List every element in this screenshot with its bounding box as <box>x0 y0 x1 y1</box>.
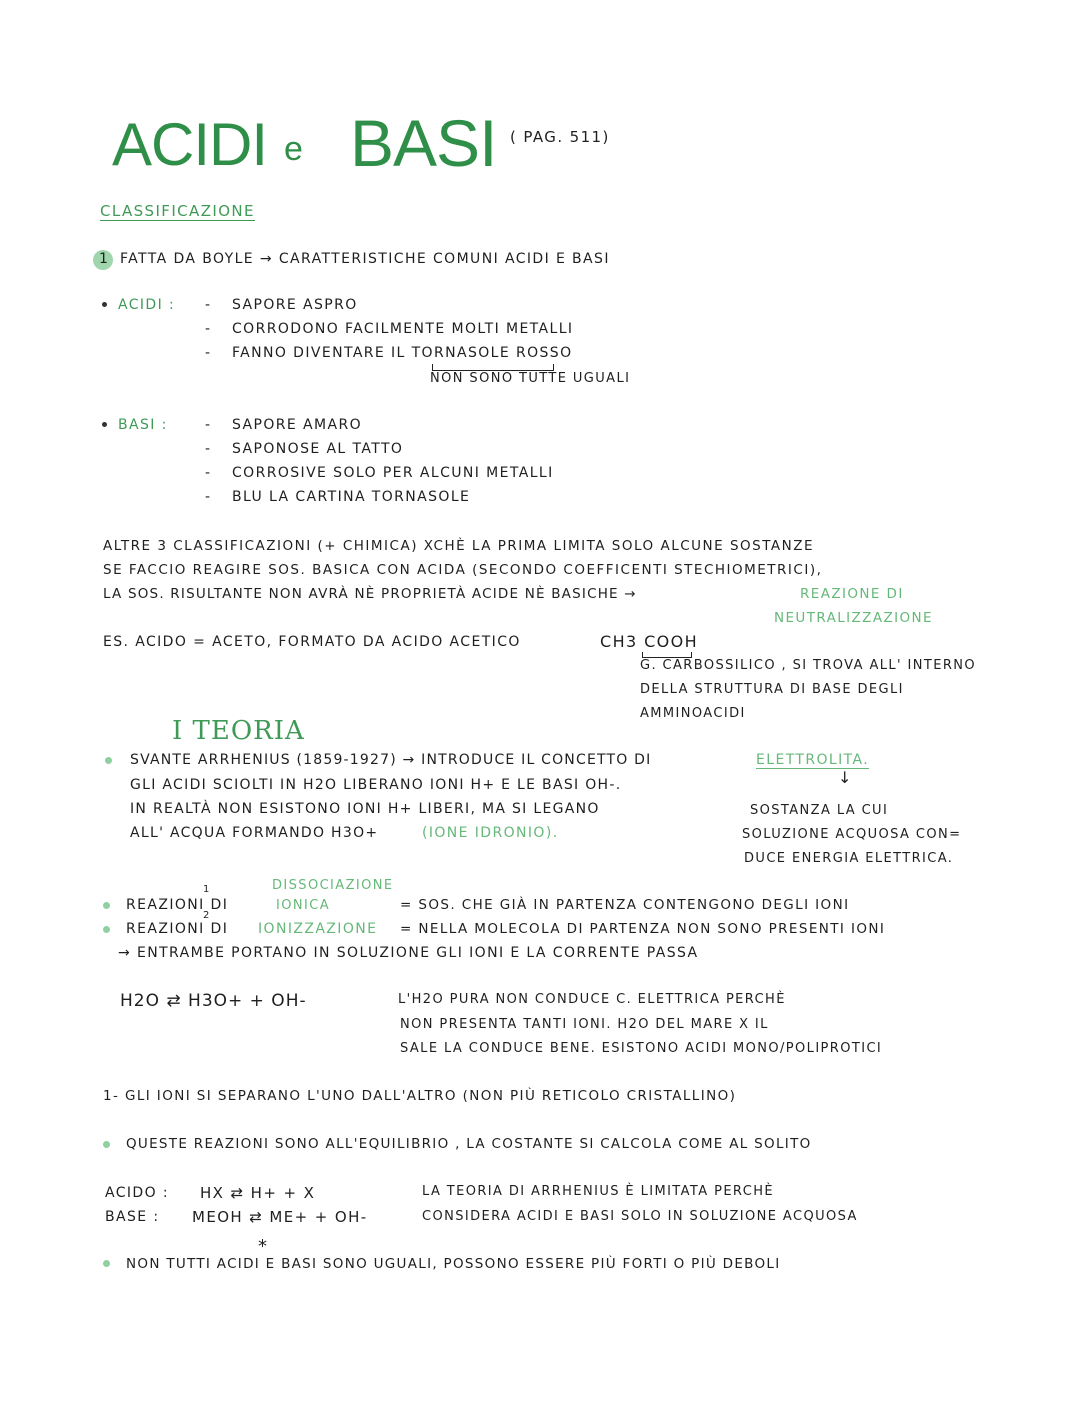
elettrolita-def-3: DUCE ENERGIA ELETTRICA. <box>744 851 954 866</box>
limite-note-2: CONSIDERA ACIDI E BASI SOLO IN SOLUZIONE ACQUOSA <box>422 1209 858 1224</box>
acido-label: ACIDO : <box>105 1185 170 1201</box>
basi-item-4: BLU LA CARTINA TORNASOLE <box>232 489 471 505</box>
teoria-line-4: ALL' ACQUA FORMANDO H3O+ <box>130 825 379 841</box>
title-basi: BASI <box>350 106 497 180</box>
basi-dash-2: - <box>205 441 212 457</box>
basi-label: BASI : <box>118 417 168 433</box>
tornasole-bracket <box>432 364 554 371</box>
acidi-label: ACIDI : <box>118 297 176 313</box>
ionizzazione-term: IONIZZAZIONE <box>258 921 378 937</box>
elettrolita-def-2: SOLUZIONE ACQUOSA CON= <box>742 827 962 842</box>
idronio-term: (IONE IDRONIO). <box>422 825 559 841</box>
bullet-dot <box>103 902 110 909</box>
acidi-item-1: SAPORE ASPRO <box>232 297 358 313</box>
base-formula: MEOH ⇄ ME+ + OH- <box>192 1208 368 1226</box>
teoria-heading: I TEORIA <box>172 716 305 746</box>
acidi-dash-1: - <box>205 297 212 313</box>
esempio-note-1: G. CARBOSSILICO , SI TROVA ALL' INTERNO <box>640 658 977 673</box>
acidi-dash-3: - <box>205 345 212 361</box>
bullet-dot <box>102 422 107 427</box>
limite-note-1: LA TEORIA DI ARRHENIUS È LIMITATA PERCHÈ <box>422 1184 774 1199</box>
acqua-equation: H2O ⇄ H3O+ + OH- <box>120 991 307 1011</box>
finale-line: NON TUTTI ACIDI E BASI SONO UGUALI, POSSONO ESSERE PIÙ FORTI O PIÙ DEBOLI <box>126 1256 781 1272</box>
base-label: BASE : <box>105 1209 160 1225</box>
neutralizzazione-1: REAZIONE DI <box>800 586 904 602</box>
title-acidi: ACIDI <box>112 111 268 178</box>
acido-formula: HX ⇄ H+ + X <box>200 1184 316 1202</box>
acqua-note-1: L'H2O PURA NON CONDUCE C. ELETTRICA PERCHÈ <box>398 992 786 1007</box>
basi-dash-3: - <box>205 465 212 481</box>
title-e: e <box>284 130 303 168</box>
acidi-dash-2: - <box>205 321 212 337</box>
esempio-line: ES. ACIDO = ACETO, FORMATO DA ACIDO ACETICO <box>103 634 521 650</box>
altre-line-1: ALTRE 3 CLASSIFICAZIONI (+ CHIMICA) XCHÈ LA PRIMA LIMITA SOLO ALCUNE SOSTANZE <box>103 538 815 554</box>
teoria-line-3: IN REALTÀ NON ESISTONO IONI H+ LIBERI, MA SI LEGANO <box>130 801 600 817</box>
acidi-note: NON SONO TUTTE UGUALI <box>430 371 631 386</box>
title-page-ref: ( PAG. 511) <box>510 128 610 146</box>
acidi-item-2: CORRODONO FACILMENTE MOLTI METALLI <box>232 321 574 337</box>
elettrolita-def-1: SOSTANZA LA CUI <box>750 803 889 818</box>
boyle-line: FATTA DA BOYLE → CARATTERISTICHE COMUNI ACIDI E BASI <box>120 251 610 267</box>
reazioni-2: REAZIONI DI <box>126 921 229 937</box>
reazioni-2-def: = NELLA MOLECOLA DI PARTENZA NON SONO PRESENTI IONI <box>400 921 886 937</box>
esempio-note-2: DELLA STRUTTURA DI BASE DEGLI <box>640 682 904 697</box>
altre-line-3: LA SOS. RISULTANTE NON AVRÀ NÈ PROPRIETÀ ACIDE NÈ BASICHE → <box>103 586 637 602</box>
arrow-down-icon: ↓ <box>838 768 852 787</box>
esempio-note-3: AMMINOACIDI <box>640 706 746 721</box>
badge-number: 1 <box>99 251 110 267</box>
basi-dash-1: - <box>205 417 212 433</box>
bullet-dot <box>105 757 112 764</box>
basi-dash-4: - <box>205 489 212 505</box>
superscript-1: 1 <box>203 884 211 895</box>
teoria-line-2: GLI ACIDI SCIOLTI IN H2O LIBERANO IONI H+ E LE BASI OH-. <box>130 777 622 793</box>
ioni-line: 1- GLI IONI SI SEPARANO L'UNO DALL'ALTRO (NON PIÙ RETICOLO CRISTALLINO) <box>103 1088 737 1104</box>
basi-item-1: SAPORE AMARO <box>232 417 362 433</box>
bullet-dot <box>102 302 107 307</box>
superscript-2: 2 <box>203 910 211 921</box>
basi-item-2: SAPONOSE AL TATTO <box>232 441 404 457</box>
basi-item-3: CORROSIVE SOLO PER ALCUNI METALLI <box>232 465 554 481</box>
arrhenius-line: SVANTE ARRHENIUS (1859-1927) → INTRODUCE IL CONCETTO DI <box>130 752 652 768</box>
elettrolita-term: ELETTROLITA. <box>756 752 870 768</box>
bullet-dot <box>103 1260 110 1267</box>
altre-line-2: SE FACCIO REAGIRE SOS. BASICA CON ACIDA (SECONDO COEFFICENTI STECHIOMETRICI), <box>103 562 823 578</box>
reazioni-1-def: = SOS. CHE GIÀ IN PARTENZA CONTENGONO DEGLI IONI <box>400 897 850 913</box>
equilibrio-line: QUESTE REAZIONI SONO ALL'EQUILIBRIO , LA COSTANTE SI CALCOLA COME AL SOLITO <box>126 1136 812 1152</box>
esempio-formula: CH3 COOH <box>600 632 699 651</box>
bullet-dot <box>103 926 110 933</box>
dissociazione-label: DISSOCIAZIONE <box>272 878 394 893</box>
ionica-label: IONICA <box>276 898 330 913</box>
acqua-note-2: NON PRESENTA TANTI IONI. H2O DEL MARE X IL <box>400 1017 769 1032</box>
asterisk-mark: * <box>258 1236 269 1257</box>
acidi-item-3: FANNO DIVENTARE IL TORNASOLE ROSSO <box>232 345 573 361</box>
reazioni-3: → ENTRAMBE PORTANO IN SOLUZIONE GLI IONI E LA CORRENTE PASSA <box>118 945 699 961</box>
section-heading: CLASSIFICAZIONE <box>100 202 255 220</box>
acqua-note-3: SALE LA CONDUCE BENE. ESISTONO ACIDI MONO/POLIPROTICI <box>400 1041 883 1056</box>
neutralizzazione-2: NEUTRALIZZAZIONE <box>774 610 933 626</box>
reazioni-1: REAZIONI DI <box>126 897 229 913</box>
bullet-dot <box>103 1141 110 1148</box>
